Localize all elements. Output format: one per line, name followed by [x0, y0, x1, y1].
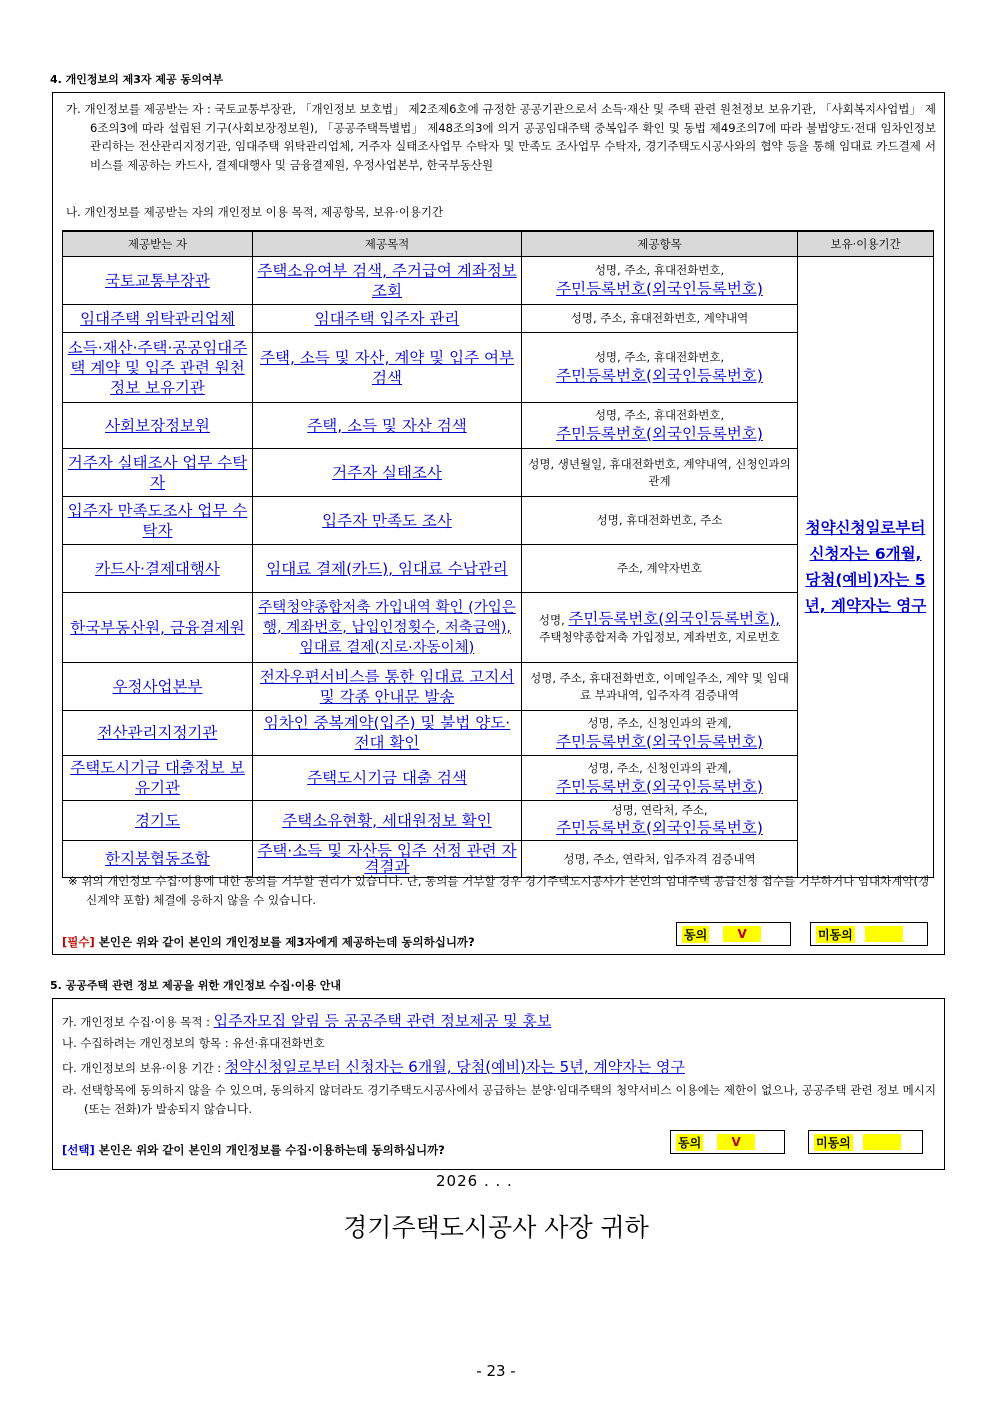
recipient-cell: 한국부동산원, 금융결제원 [63, 593, 253, 663]
agree-label: 동의 [678, 1135, 702, 1150]
purpose-cell: 주택청약종합저축 가입내역 확인 (가입은행, 계좌번호, 납입인정횟수, 저축금액), 임대료 결제(지로·자동이체) [253, 593, 522, 663]
purpose-cell: 주택소유현황, 세대원정보 확인 [253, 801, 522, 841]
items-cell: 성명, 휴대전화번호, 주소 [522, 497, 798, 545]
recipient-cell: 임대주택 위탁관리업체 [63, 305, 253, 333]
section4-para-na: 나. 개인정보를 제공받는 자의 개인정보 이용 목적, 제공항목, 보유·이용기간 [66, 205, 444, 219]
purpose-cell: 주택소유여부 검색, 주거급여 계좌정보조회 [253, 257, 522, 305]
table-row [63, 257, 934, 305]
section5-agree-option[interactable] [670, 1130, 785, 1154]
items-cell: 성명, 주민등록번호(외국인등록번호), 주택청약종합저축 가입정보, 계좌번호, 지로번호 [522, 593, 798, 663]
section4-agree-option[interactable] [676, 922, 791, 946]
section5-disagree-option[interactable] [808, 1130, 923, 1154]
recipient-cell: 주택도시기금 대출정보 보유기관 [63, 756, 253, 801]
retention-cell: 청약신청일로부터 신청자는 6개월, 당첨(예비)자는 5년, 계약자는 영구 [798, 257, 934, 878]
section4-para-ga [66, 100, 936, 174]
header-purpose: 제공목적 [253, 231, 522, 257]
purpose-cell: 거주자 실태조사 [253, 449, 522, 497]
recipients-text: 가. 개인정보를 제공받는 자 : 국토교통부장관, 「개인정보 보호법」 제2조제6호에 규정한 공공기관으로서 소득·재산 및 주택 관련 원천정보 보유기관, 「사회복지사업법」 제6조의3에 따라 설립된 기구(사회보장정보원), 「공공주택특별법」 제48조의3에 의거 공공임대주택 중복입주 확인 및 동법 제49조의7에 따라 불법양도·전대 임차인정보 관리하는 전산관리지정기관, 임대주택 위탁관리업체, 거주자 실태조사업무 수탁자 및 만족도 조사업무 수탁자, 경기주택도시공사와의 협약 등을 통해 임대료 카드결제 서비스를 제공하는 카드사, 결제대행사 및 금융결제원, 우정사업본부, 한국부동산원 [66, 102, 936, 172]
items-cell: 성명, 생년월일, 휴대전화번호, 계약내역, 신청인과의 관계 [522, 449, 798, 497]
optional-tag: [선택] [62, 1143, 95, 1157]
items-cell: 성명, 주소, 휴대전화번호, 계약내역 [522, 305, 798, 333]
purpose-cell: 주택·소득 및 자산등 입주 선정 관련 자격결과 [253, 841, 522, 878]
section5-optional-note: 라. 선택항목에 동의하지 않을 수 있으며, 동의하지 않더라도 경기주택도시공사에서 공급하는 분양·임대주택의 청약서비스 이용에는 제한이 없으나, 공공주택 관련 정보 메시지(또는 전화)가 발송되지 않습니다. [62, 1083, 936, 1116]
agree-label: 동의 [684, 927, 708, 942]
items-cell: 성명, 주소, 신청인과의 관계, 주민등록번호(외국인등록번호) [522, 711, 798, 756]
third-party-table [62, 230, 934, 878]
section4-title: 4. 개인정보의 제3자 제공 동의여부 [50, 73, 223, 86]
purpose-cell: 입주자 만족도 조사 [253, 497, 522, 545]
header-retention: 보유·이용기간 [798, 231, 934, 257]
items-cell: 성명, 연락처, 주소, 주민등록번호(외국인등록번호) [522, 801, 798, 841]
table-header-row [63, 231, 934, 257]
purpose-cell: 주택, 소득 및 자산, 계약 및 입주 여부 검색 [253, 333, 522, 403]
recipient-cell: 우정사업본부 [63, 663, 253, 711]
required-tag: [필수] [62, 935, 95, 949]
purpose-cell: 임차인 중복계약(입주) 및 불법 양도·전대 확인 [253, 711, 522, 756]
items-cell: 성명, 주소, 신청인과의 관계, 주민등록번호(외국인등록번호) [522, 756, 798, 801]
purpose-value: 입주자모집 알림 등 공공주택 관련 정보제공 및 홍보 [213, 1012, 552, 1030]
header-recipient: 제공받는 자 [63, 231, 253, 257]
recipient-cell: 경기도 [63, 801, 253, 841]
recipient-cell: 거주자 실태조사 업무 수탁자 [63, 449, 253, 497]
section5-items: 나. 수집하려는 개인정보의 항목 : 유선·휴대전화번호 [62, 1036, 325, 1050]
section4-disagree-option[interactable] [810, 922, 928, 946]
disagree-checkbox[interactable] [865, 926, 903, 942]
purpose-cell: 전자우편서비스를 통한 임대료 고지서 및 각종 안내문 발송 [253, 663, 522, 711]
recipient-cell: 소득·재산·주택·공공임대주택 계약 및 입주 관련 원천정보 보유기관 [63, 333, 253, 403]
section5-purpose: 가. 개인정보 수집·이용 목적 : 입주자모집 알림 등 공공주택 관련 정보제공 및 홍보 [62, 1012, 552, 1030]
purpose-cell: 임대료 결제(카드), 임대료 수납관리 [253, 545, 522, 593]
agree-checkbox[interactable]: V [717, 1134, 755, 1150]
recipient-cell: 한지붕협동조합 [63, 841, 253, 878]
items-cell: 주소, 계약자번호 [522, 545, 798, 593]
recipient-cell: 사회보장정보원 [63, 403, 253, 449]
date-line: 2026 . . . [436, 1172, 513, 1190]
page-number: - 23 - [476, 1362, 516, 1380]
items-cell: 성명, 주소, 휴대전화번호, 이메일주소, 계약 및 임대료 부과내역, 입주자격 검증내역 [522, 663, 798, 711]
header-items: 제공항목 [522, 231, 798, 257]
disagree-label: 미동의 [818, 927, 853, 942]
purpose-cell: 주택도시기금 대출 검색 [253, 756, 522, 801]
agree-checkbox[interactable]: V [723, 926, 761, 942]
items-cell: 성명, 주소, 연락처, 입주자격 검증내역 [522, 841, 798, 878]
items-cell: 성명, 주소, 휴대전화번호, 주민등록번호(외국인등록번호) [522, 403, 798, 449]
section4-consent-question: [필수] 본인은 위와 같이 본인의 개인정보를 제3자에게 제공하는데 동의하십니까? [62, 935, 475, 949]
purpose-cell: 임대주택 입주자 관리 [253, 305, 522, 333]
disagree-checkbox[interactable] [863, 1134, 901, 1150]
recipient-cell: 국토교통부장관 [63, 257, 253, 305]
recipient-cell: 전산관리지정기관 [63, 711, 253, 756]
recipient-cell: 카드사·결제대행사 [63, 545, 253, 593]
refusal-notice: ※ 위의 개인정보 수집·이용에 대한 동의를 거부할 권리가 있습니다. 단, 동의를 거부할 경우 경기주택도시공사가 본인의 임대주택 공급신청 접수를 거부하거나 임대차계약(갱신계약 포함) 체결에 응하지 않을 수 있습니다. [68, 874, 930, 907]
section5-title: 5. 공공주택 관련 정보 제공을 위한 개인정보 수집·이용 안내 [50, 979, 342, 992]
purpose-cell: 주택, 소득 및 자산 검색 [253, 403, 522, 449]
recipient-cell: 입주자 만족도조사 업무 수탁자 [63, 497, 253, 545]
section5-consent-question: [선택] 본인은 위와 같이 본인의 개인정보를 수집·이용하는데 동의하십니까? [62, 1143, 445, 1157]
section5-retention: 다. 개인정보의 보유·이용 기간 : 청약신청일로부터 신청자는 6개월, 당첨(예비)자는 5년, 계약자는 영구 [62, 1058, 685, 1076]
disagree-label: 미동의 [816, 1135, 851, 1150]
items-cell: 성명, 주소, 휴대전화번호, 주민등록번호(외국인등록번호) [522, 333, 798, 403]
items-cell: 성명, 주소, 휴대전화번호, 주민등록번호(외국인등록번호) [522, 257, 798, 305]
retention-value: 청약신청일로부터 신청자는 6개월, 당첨(예비)자는 5년, 계약자는 영구 [224, 1058, 685, 1076]
addressee-signature: 경기주택도시공사 사장 귀하 [343, 1213, 649, 1242]
